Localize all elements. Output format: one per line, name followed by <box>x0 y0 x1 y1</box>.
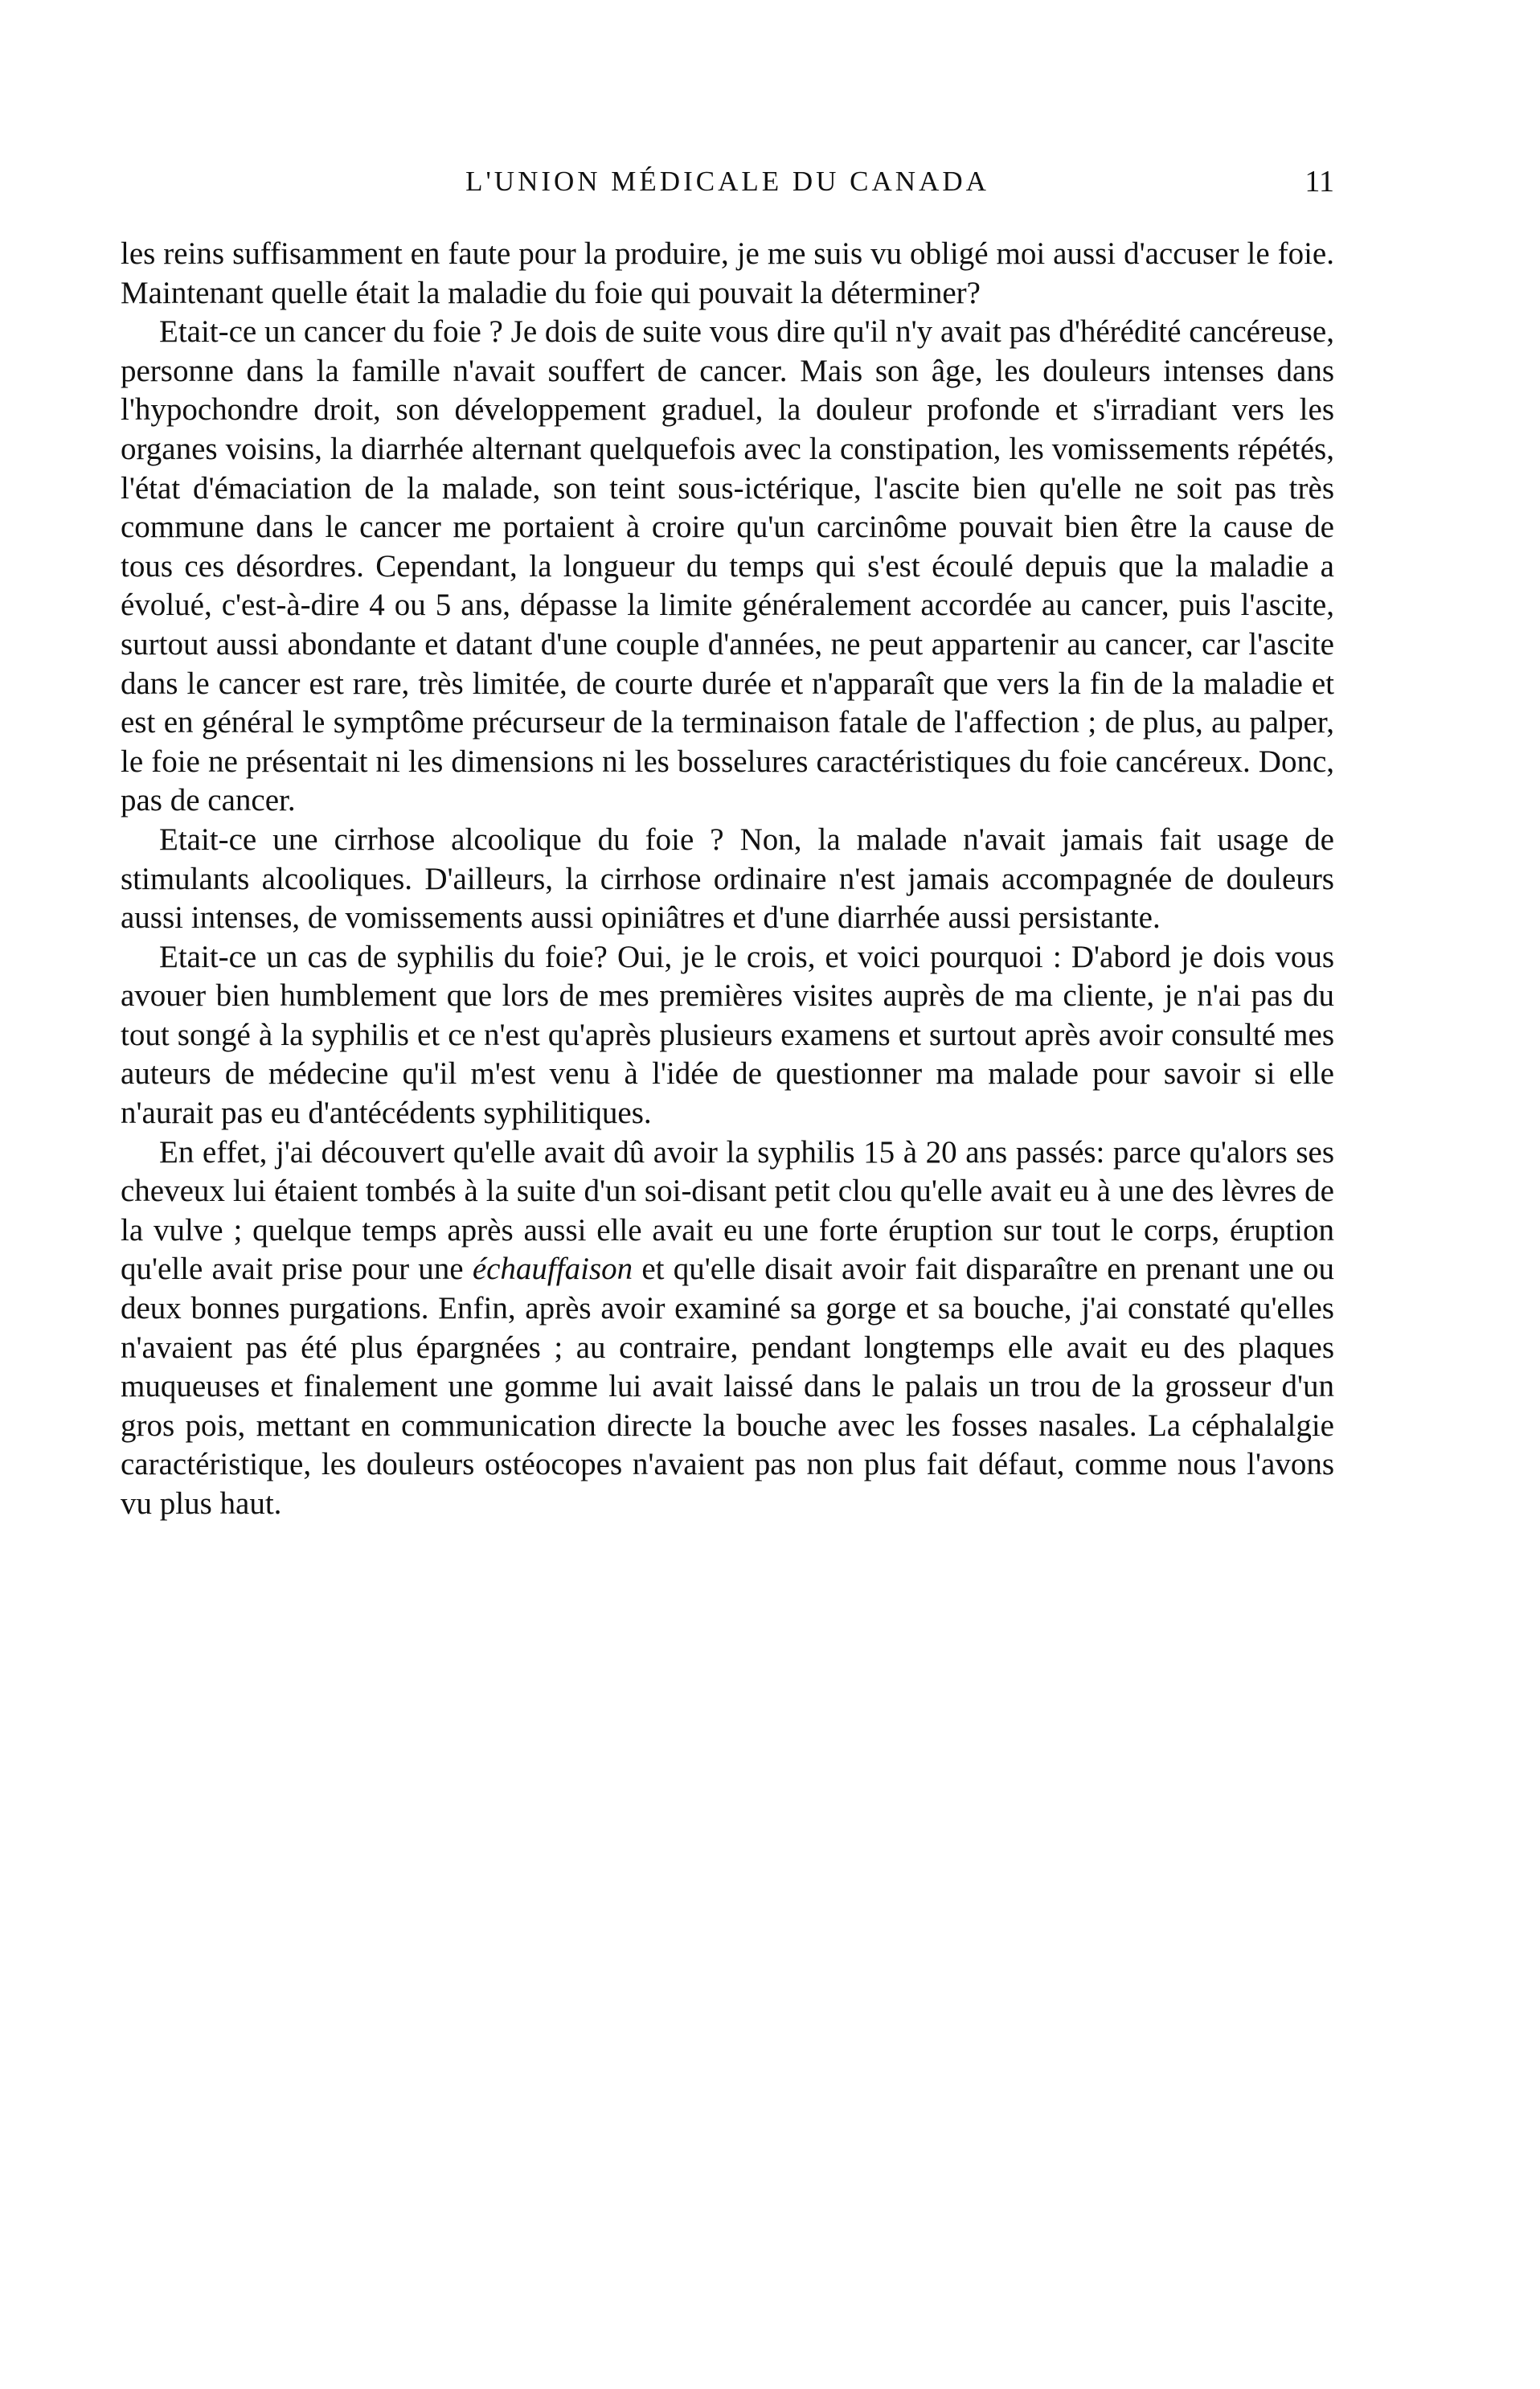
paragraph-3: Etait-ce une cirrhose alcoolique du foie ? Non, la malade n'avait jamais fait usage de stimulants alcooliques. D'ailleurs, la cirrhose ordinaire n'est jamais accompagnée de douleurs aussi intenses, de vomissements aussi opiniâtres et d'une diarrhée aussi persistante. <box>121 822 1334 936</box>
paragraph-4: Etait-ce un cas de syphilis du foie? Oui, je le crois, et voici pourquoi : D'abord je dois vous avouer bien humblement que lors de mes premières visites auprès de ma cliente, je n'ai pas du tout songé à la syphilis et ce n'est qu'après plusieurs examens et surtout après avoir consulté mes auteurs de médecine qu'il m'est venu à l'idée de questionner ma malade pour savoir si elle n'aurait pas eu d'antécédents syphilitiques. <box>121 939 1334 1131</box>
italic-word: échauffaison <box>472 1252 633 1287</box>
page-number: 11 <box>1304 165 1334 199</box>
paragraph-2: Etait-ce un cancer du foie ? Je dois de suite vous dire qu'il n'y avait pas d'hérédité cancéreuse, personne dans la famille n'avait souffert de cancer. Mais son âge, les douleurs intenses dans l'hypochondre droit, son développement graduel, la douleur profonde et s'irradiant vers les organes voisins, la diarrhée alternant quelquefois avec la constipation, les vomissements répétés, l'état d'émaciation de la malade, son teint sous-ictérique, l'ascite bien qu'elle ne soit pas très commune dans le cancer me portaient à croire qu'un carcinôme pouvait bien être la cause de tous ces désordres. Cependant, la longueur du temps qui s'est écoulé depuis que la maladie a évolué, c'est-à-dire 4 ou 5 ans, dépasse la limite généralement accordée au cancer, puis l'ascite, surtout aussi abondante et datant d'une couple d'années, ne peut appartenir au cancer, car l'ascite dans le cancer est rare, très limitée, de courte durée et n'apparaît que vers la fin de la maladie et est en général le symptôme précurseur de la terminaison fatale de l'affection ; de plus, au palper, le foie ne présentait ni les dimensions ni les bosselures caractéristiques du foie cancéreux. Donc, pas de cancer. <box>121 314 1334 818</box>
running-head <box>121 158 1334 206</box>
paragraph-5 <box>121 1133 1334 1524</box>
paragraph-1: les reins suffisamment en faute pour la produire, je me suis vu obligé moi aussi d'accuser le foie. Maintenant quelle était la maladie du foie qui pouvait la déterminer? <box>121 236 1334 310</box>
paragraph-5-part-1: En effet, j'ai découvert qu'elle avait dû avoir la syphilis 15 à 20 ans passés: parce qu'alors ses cheveux lui étaient tombés à la suite d'un soi-disant petit clou qu'elle avait eu à une des lèvres de la vulve ; quelque temps après aussi elle avait eu une forte éruption sur tout le corps, éruption qu'elle avait prise pour une <box>121 1134 1334 1287</box>
paragraph-5-part-2: et qu'elle disait avoir fait disparaître en prenant une ou deux bonnes purgations. Enfin, après avoir examiné sa gorge et sa bouche, j'ai constaté qu'elles n'avaient pas été plus épargnées ; au contraire, pendant longtemps elle avait eu des plaques muqueuses et finalement une gomme lui avait laissé dans le palais un trou de la grosseur d'un gros pois, mettant en communication directe la bouche avec les fosses nasales. La céphalalgie caractéristique, les douleurs ostéocopes n'avaient pas non plus fait défaut, comme nous l'avons vu plus haut. <box>121 1252 1334 1521</box>
running-title: L'UNION MÉDICALE DU CANADA <box>465 166 989 197</box>
body-text <box>121 235 1334 2341</box>
